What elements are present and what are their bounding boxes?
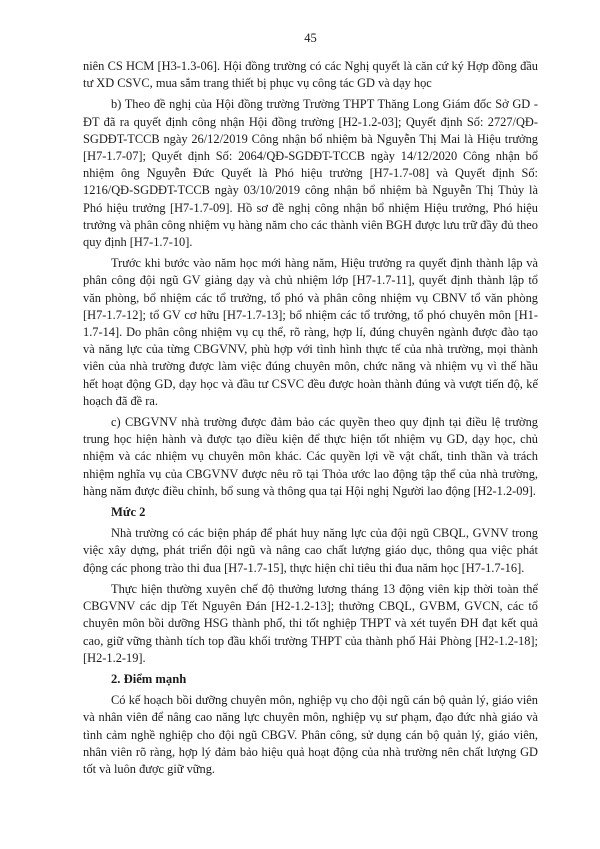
heading-strengths: 2. Điểm mạnh — [111, 671, 187, 686]
paragraph-c: c) CBGVNV nhà trường được đảm bảo các quyền theo quy định tại điều lệ trường trung học hiện hành và được tạo điều kiện để thực hiện tốt nhiệm vụ GD, dạy học, chủ nhiệm và các nhiệm vụ chuyên môn khác. Các quyền lợi về vật chất, tinh thần và trách nhiệm nghĩa vụ của CBGVNV được nêu rõ tại Thỏa ước lao động tập thể của nhà trường, hàng năm được điều chỉnh, bổ sung và thông qua tại Hội nghị Người lao động [H2-1.2-09]. — [83, 415, 538, 498]
paragraph-strengths: Có kế hoạch bồi dưỡng chuyên môn, nghiệp vụ cho đội ngũ cán bộ quản lý, giáo viên và nhân viên để nâng cao năng lực chuyên môn, nghiệp vụ sư phạm, đạo đức nhà giáo và tình cảm nghề nghiệp cho đội ngũ CBGV. Phân công, sử dụng cán bộ quản lý, giáo viên, nhân viên rõ ràng, hợp lý đảm bảo hiệu quả hoạt động của nhà trường nên chất lượng GD tốt và luôn được giữ vững. — [83, 693, 538, 776]
page-number: 45 — [304, 31, 317, 45]
heading-muc-2: Mức 2 — [111, 505, 146, 520]
paragraph-muc2-1: Nhà trường có các biện pháp để phát huy năng lực của đội ngũ CBQL, GVNV trong việc xây dựng, phát triển đội ngũ và nâng cao chất lượng giáo dục, thông qua việc phát động các phong trào thi đua [H7-1.7-15], thực hiện chỉ tiêu thi đua năm học [H7-1.7-16]. — [83, 526, 538, 575]
paragraph-continuation: niên CS HCM [H3-1.3-06]. Hội đồng trường có các Nghị quyết là căn cứ ký Hợp đồng đầu tư XD CSVC, mua sắm trang thiết bị phục vụ công tác GD và dạy học — [83, 59, 538, 91]
paragraph-staff-assignment: Trước khi bước vào năm học mới hàng năm, Hiệu trưởng ra quyết định thành lập và phân công đội ngũ GV giảng dạy và chủ nhiệm lớp [H7-1.7-11], quyết định thành lập tổ văn phòng, bổ nhiệm các tổ trưởng, tổ phó và phân công nhiệm vụ CBNV tổ văn phòng [H7-1.7-12]; tổ GV cơ hữu [H7-1.7-13]; bổ nhiệm các tổ trưởng, tổ phó chuyên môn [H1-1.7-14]. Do phân công nhiệm vụ cụ thể, rõ ràng, hợp lí, đúng chuyên ngành được đào tạo và năng lực của từng CBGVNV, phù hợp với tình hình thực tế của nhà trường, mọi thành viên của nhà trường được làm việc đúng chuyên môn, chức năng và nhiệm vụ vì thế hầu hết hoạt động GD, dạy học và đầu tư CSVC đều được hoàn thành đúng và vượt tiến độ, kế hoạch đã đề ra. — [83, 256, 538, 408]
paragraph-muc2-2: Thực hiện thường xuyên chế độ thưởng lương tháng 13 động viên kịp thời toàn thể CBGVNV các dịp Tết Nguyên Đán [H2-1.2-13]; thưởng CBQL, GVBM, GVCN, các tổ chuyên môn bồi dưỡng HSG thành phố, thi tốt nghiệp THPT và xét tuyển ĐH đạt kết quả cao, giữ vững thành tích top đầu khối trường THPT của thành phố Hải Phòng [H2-1.2-18]; [H2-1.2-19]. — [83, 581, 538, 665]
paragraph-b: b) Theo đề nghị của Hội đồng trường Trường THPT Thăng Long Giám đốc Sở GD - ĐT đã ra quyết định công nhận Hội đồng trường [H2-1.2-03]; Quyết định Số: 2727/QĐ-SGDĐT-TCCB ngày 26/12/2019 Công nhận bổ nhiệm bà Nguyễn Thị Mai là Hiệu trưởng [H7-1.7-07]; Quyết định Số: 2064/QĐ-SGDĐT-TCCB ngày 14/12/2020 Công nhận bổ nhiệm ông Nguyễn Đức Quyết là Phó hiệu trưởng [H7-1.7-08] và Quyết định Số: 1216/QĐ-SGDĐT-TCCB ngày 03/10/2019 công nhận bổ nhiệm bà Nguyễn Thị Thủy là Phó hiệu trưởng [H7-1.7-09]. Hồ sơ đề nghị công nhận bổ nhiệm Hiệu trưởng, Phó hiệu trưởng và phân công nhiệm vụ hàng năm cho các thành viên BGH được lưu trữ đầy đủ theo quy định [H7-1.7-10]. — [83, 97, 538, 250]
